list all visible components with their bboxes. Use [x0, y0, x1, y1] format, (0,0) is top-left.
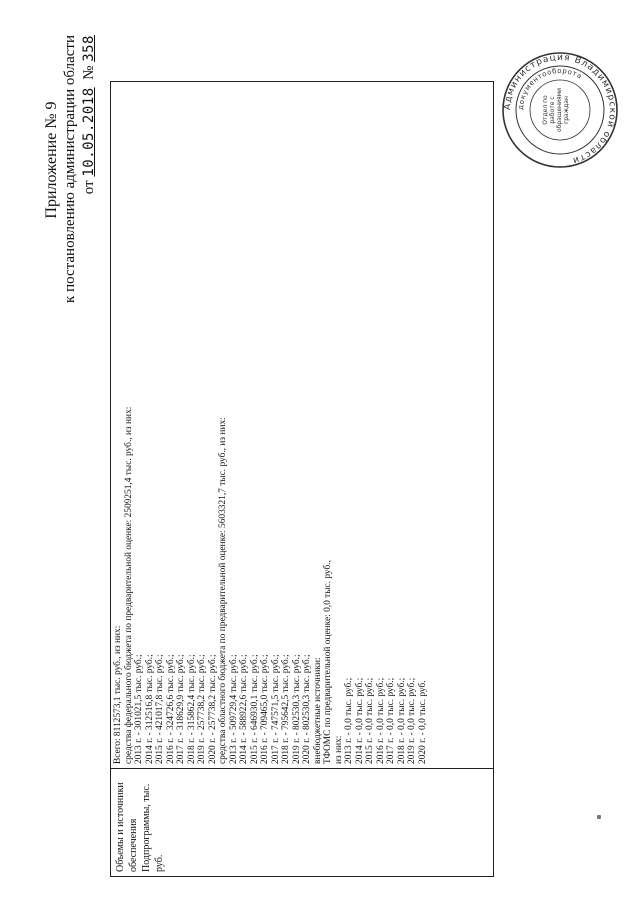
stamp-inner-text: документооборота [516, 66, 584, 111]
table-line: 2016 г. - 324726,6 тыс. руб.; [165, 654, 176, 764]
table-line: 2014 г. - 312516,8 тыс. руб.; [144, 654, 155, 764]
table-line: 2018 г. - 0,0 тыс. руб.; [396, 677, 407, 764]
table-line: 2015 г. - 646930,1 тыс. руб.; [249, 654, 260, 764]
table-line: 2017 г. - 318629,9 тыс. руб.; [176, 654, 186, 764]
appendix-title: Приложение № 9 [43, 101, 60, 219]
table-line: 2014 г. - 0,0 тыс. руб.; [354, 677, 365, 764]
table-line: 2015 г. - 0,0 тыс. руб.; [365, 677, 375, 764]
official-stamp [500, 50, 620, 170]
table-line: 2016 г. - 709465,0 тыс. руб.; [260, 654, 270, 764]
appendix-subtitle: к постановлению администрации области [62, 35, 78, 303]
table-left-cell [111, 768, 493, 876]
table-line: 2013 г. - 0,0 тыс. руб.; [344, 677, 354, 764]
funding-table [110, 81, 494, 877]
number-value: 358 [81, 35, 97, 62]
table-line: 2018 г. - 795642,5 тыс. руб.; [281, 654, 291, 764]
table-line: 2016 г. - 0,0 тыс. руб.; [375, 677, 386, 764]
left-cell-line: Объемы и источники [115, 782, 126, 872]
table-line: 2020 г. - 0,0 тыс. руб. [417, 680, 428, 764]
table-right-cell [111, 82, 493, 768]
table-line: средства федерального бюджета по предварительной оценке: 2509251,4 тыс. руб., из них: [123, 406, 134, 764]
left-cell-line: Подпрограммы, тыс. [141, 783, 152, 872]
date-value: 10.05.2018 [81, 87, 97, 177]
table-line: 2019 г. - 802530,3 тыс. руб.; [291, 654, 302, 764]
table-line: ТФОМС по предварительной оценке: 0,0 тыс. руб., [323, 560, 333, 764]
table-line: 2020 г. - 802530,3 тыс. руб.; [302, 654, 312, 764]
table-line: 2019 г. - 257738,2 тыс. руб.; [197, 654, 207, 764]
table-line: 2017 г. - 747571,5 тыс. руб.; [270, 654, 281, 764]
table-line: 2015 г. - 421017,8 тыс. руб.; [155, 654, 165, 764]
table-line: 2013 г. - 509729,4 тыс. руб.; [228, 654, 239, 764]
table-line: 2017 г. - 0,0 тыс. руб.; [386, 677, 396, 764]
date-prefix: от [81, 176, 97, 195]
table-line: внебюджетные источники: [312, 657, 323, 764]
table-line: 2013 г. - 301021,5 тыс. руб.; [134, 654, 144, 764]
table-line: 2019 г. - 0,0 тыс. руб.; [407, 677, 417, 764]
table-line: 2014 г. - 588922,6 тыс. руб.; [239, 654, 249, 764]
document-header [42, 35, 99, 365]
stamp-outer-text: Администрация Владимирской области [502, 52, 618, 166]
left-cell-line: обеспечения [128, 818, 139, 872]
left-cell-line: руб. [154, 854, 165, 872]
table-line: Всего: 8112573,1 тыс. руб., из них: [113, 625, 123, 764]
scan-speck [597, 815, 601, 819]
table-line: из них: [333, 735, 344, 764]
table-line: 2018 г. - 315862,4 тыс. руб.; [186, 654, 197, 764]
stamp-center-text: Отдел по работе с обращениями граждан [542, 87, 570, 133]
table-line: 2020 г. - 257738,2 тыс. руб.; [207, 654, 218, 764]
number-prefix: № [81, 61, 97, 88]
table-line: средства областного бюджета по предварительной оценке: 5603321,7 тыс. руб., из них: [218, 417, 228, 764]
date-line [80, 35, 99, 365]
